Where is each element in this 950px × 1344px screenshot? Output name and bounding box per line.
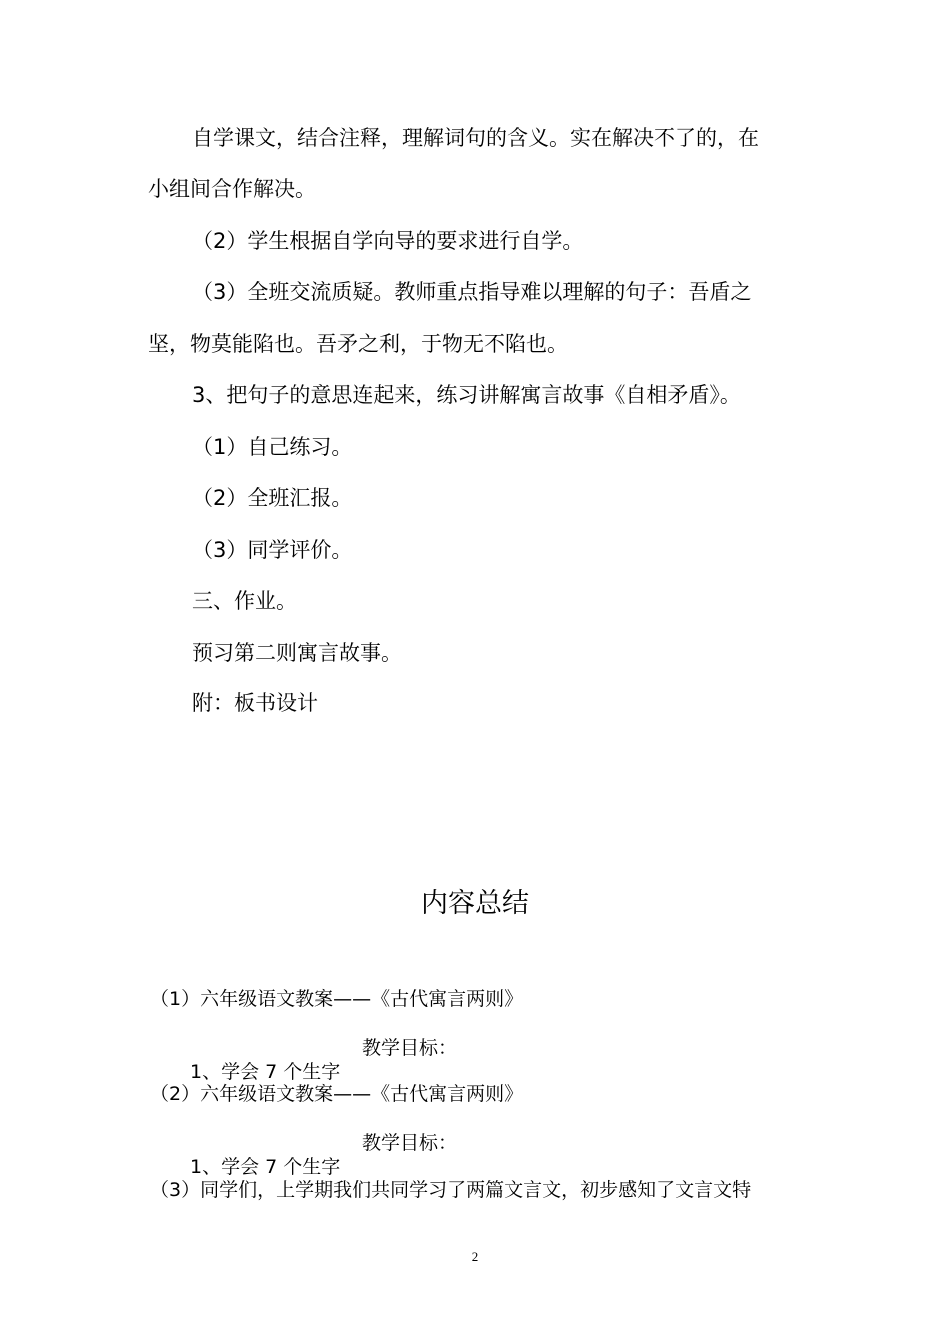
- body-line-10: 三、作业。: [192, 589, 297, 613]
- body-line-3: （2）学生根据自学向导的要求进行自学。: [192, 229, 584, 253]
- summary-item-2: （2）六年级语文教案——《古代寓言两则》: [150, 1083, 524, 1105]
- body-line-4: （3）全班交流质疑。教师重点指导难以理解的句子：吾盾之: [192, 280, 752, 304]
- body-line-1: 自学课文，结合注释，理解词句的含义。实在解决不了的，在: [192, 126, 759, 150]
- body-line-5: 坚，物莫能陷也。吾矛之利，于物无不陷也。: [148, 332, 568, 356]
- summary-title: 内容总结: [421, 888, 529, 919]
- summary-item-2-point: 1、学会 7 个生字: [190, 1156, 341, 1178]
- body-line-2: 小组间合作解决。: [148, 177, 316, 201]
- summary-item-2-goal: 教学目标：: [362, 1132, 458, 1154]
- body-line-8: （2）全班汇报。: [192, 486, 353, 510]
- body-line-12: 附：板书设计: [192, 691, 318, 715]
- summary-item-1-goal: 教学目标：: [362, 1037, 458, 1059]
- body-line-11: 预习第二则寓言故事。: [192, 641, 402, 665]
- page-number: 2: [471, 1249, 479, 1264]
- summary-item-3: （3）同学们，上学期我们共同学习了两篇文言文，初步感知了文言文特: [150, 1179, 752, 1201]
- body-line-6: 3、把句子的意思连起来，练习讲解寓言故事《自相矛盾》。: [192, 383, 741, 407]
- summary-item-1: （1）六年级语文教案——《古代寓言两则》: [150, 988, 524, 1010]
- body-line-7: （1）自己练习。: [192, 435, 353, 459]
- summary-item-1-point: 1、学会 7 个生字: [190, 1061, 341, 1083]
- body-line-9: （3）同学评价。: [192, 538, 353, 562]
